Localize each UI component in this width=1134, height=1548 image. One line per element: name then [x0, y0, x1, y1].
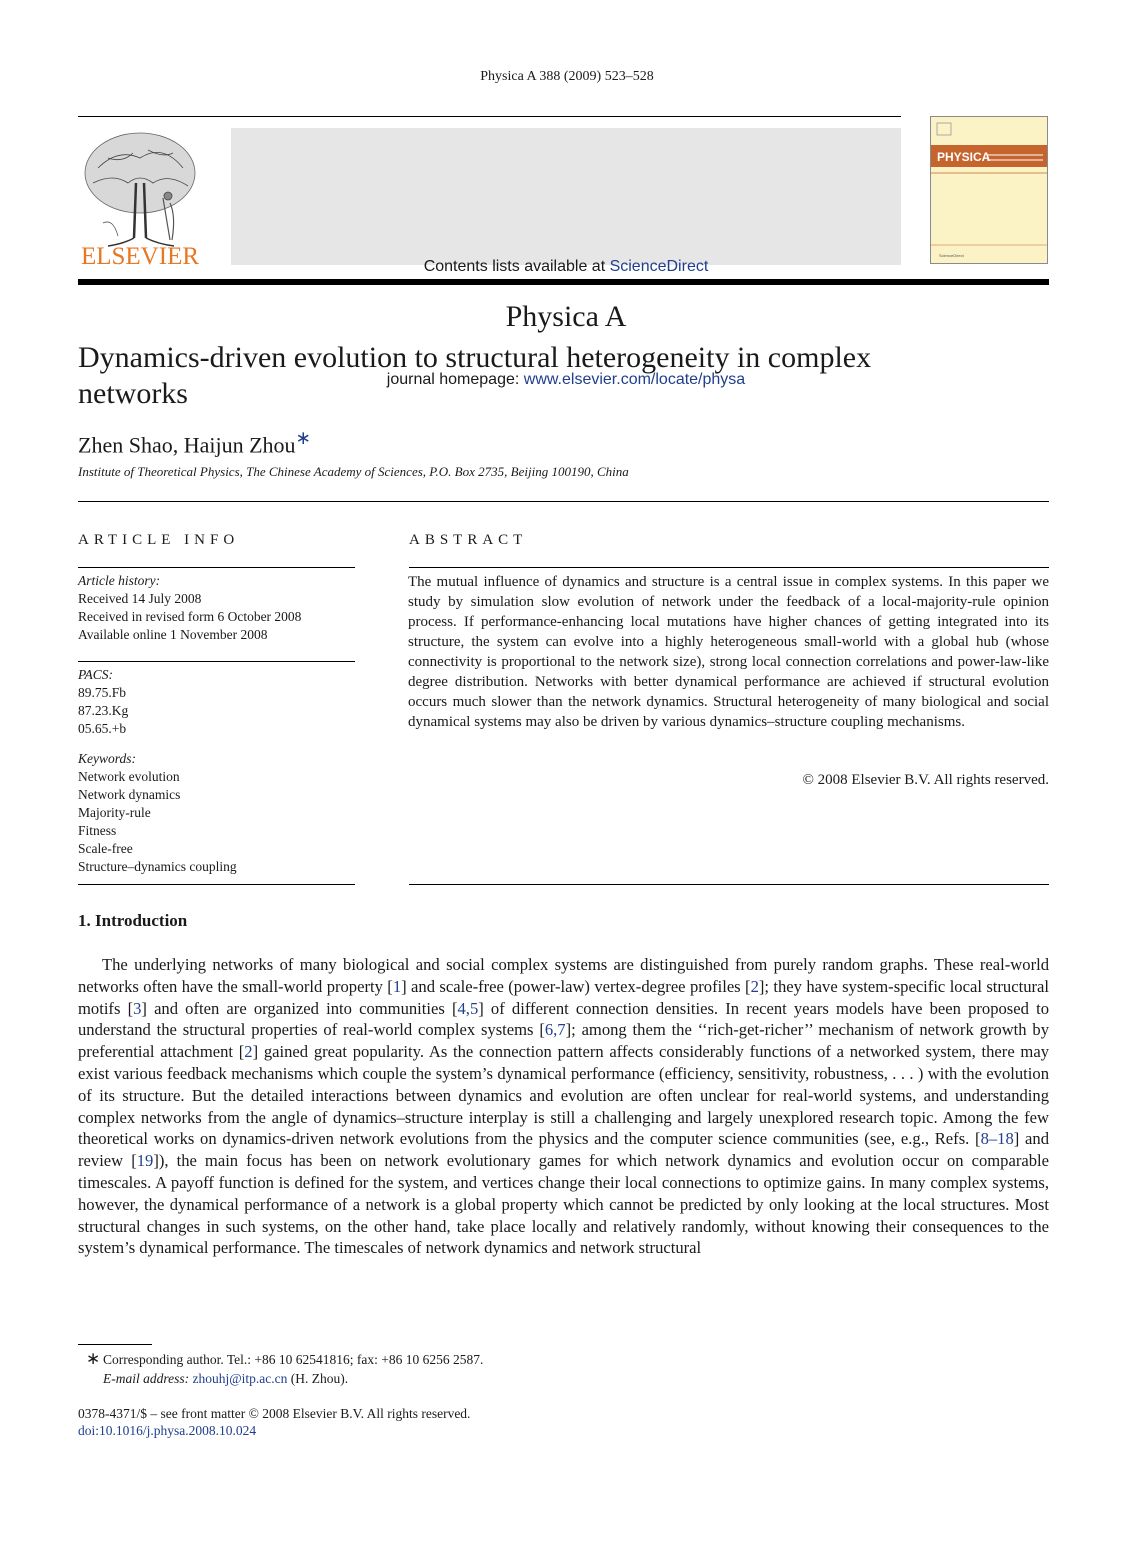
citation-link[interactable]: 3 [133, 998, 142, 1018]
keywords-list [78, 750, 237, 876]
abstract-text: The mutual influence of dynamics and structure is a central issue in complex systems. In this paper we study by simulation slow evolution of network under the feedback of a local-majority-rule opinion process. If performance-enhancing local mutations have higher chances of getting integrated into its structure, the system can evolve into a highly heterogeneous small-world with a global hub (whose connectivity is proportional to the network size), strong local connection correlations and power-law-like degree distribution. Networks with better dynamical performance are achieved if structural evolution occurs much slower than the network dynamics. Structural heterogeneity of many biological and social dynamical systems may also be driven by various dynamics–structure coupling mechanisms. [408, 574, 1049, 730]
article-info-rule [78, 567, 355, 568]
citation-link[interactable]: 6,7 [544, 1020, 566, 1040]
corresponding-author-mark[interactable]: ∗ [295, 428, 311, 448]
homepage-prefix: journal homepage: [386, 371, 524, 388]
history-item: Received in revised form 6 October 2008 [78, 609, 302, 624]
pacs-label: PACS: [78, 667, 114, 682]
citation-link[interactable]: 19 [136, 1151, 154, 1171]
tree-logo-icon [78, 128, 202, 268]
article-info-heading: ARTICLE INFO [78, 532, 240, 548]
keyword: Network evolution [78, 769, 180, 784]
elsevier-wordmark: ELSEVIER [80, 243, 200, 268]
citation-link[interactable]: 8–18 [980, 1129, 1014, 1149]
keywords-label: Keywords: [78, 751, 136, 766]
intro-text: ]; among them the ‘‘rich-get-richer’’ mechanism of network growth by preferential attachment [ [78, 1020, 1050, 1062]
corresponding-author-footnote: Corresponding author. Tel.: +86 10 62541816; fax: +86 10 6256 2587. [103, 1352, 484, 1367]
doi-link-text[interactable]: doi:10.1016/j.physa.2008.10.024 [78, 1423, 257, 1438]
footnote-star: ∗ [86, 1349, 101, 1368]
keyword: Majority-rule [78, 805, 151, 820]
journal-name: Physica A [505, 300, 627, 333]
intro-text: ]), the main focus has been on network evolutionary games for which network dynamics and evolution occur on comparable timescales. A payoff function is defined for the system, and vertices change their local connections to optimize gains. In many complex systems, however, the dynamical performance of a network is a global property which cannot be predicted by only looking at the local structures. Most structural changes in such systems, on the other hand, take place locally and relatively randomly, without knowing their consequences to the system’s dynamical performance. The timescales of network dynamics and network structural [78, 1151, 1049, 1258]
header-thick-rule [78, 279, 1049, 285]
contents-line [231, 258, 901, 276]
history-item: Received 14 July 2008 [78, 591, 202, 606]
email-footnote [103, 1371, 348, 1387]
doi-link[interactable] [78, 1423, 256, 1439]
cover-title: PHYSICA [937, 150, 991, 164]
author-line [78, 428, 311, 458]
sciencedirect-link[interactable]: ScienceDirect [609, 258, 709, 275]
affiliation: Institute of Theoretical Physics, The Chinese Academy of Sciences, P.O. Box 2735, Beijing 100190, China [78, 464, 629, 479]
intro-text: ] and scale-free (power-law) vertex-degree profiles [ [401, 976, 751, 996]
abstract-rule [409, 884, 1049, 885]
intro-text: ] and review [ [78, 1129, 1049, 1171]
authors: Zhen Shao, Haijun Zhou [78, 432, 296, 458]
contents-prefix: Contents lists available at [423, 258, 610, 275]
keyword: Network dynamics [78, 787, 181, 802]
keyword: Structure–dynamics coupling [78, 859, 237, 874]
article-info-rule [78, 884, 355, 885]
pacs-code: 05.65.+b [78, 721, 127, 736]
pacs-code: 87.23.Kg [78, 703, 129, 718]
issn-line: 0378-4371/$ – see front matter © 2008 Elsevier B.V. All rights reserved. [78, 1406, 471, 1421]
pacs-list [78, 666, 128, 738]
intro-text: ] of different connection densities. In recent years models have been proposed to understand the structural properties of real-world complex systems [ [78, 998, 1049, 1040]
pacs-code: 89.75.Fb [78, 685, 127, 700]
citation-link[interactable]: 4,5 [457, 998, 479, 1018]
article-history [78, 572, 301, 644]
keyword: Scale-free [78, 841, 133, 856]
article-info-rule [78, 661, 355, 662]
history-item: Available online 1 November 2008 [78, 627, 268, 642]
citation-link[interactable]: 1 [392, 976, 402, 996]
article-title: Dynamics-driven evolution to structural heterogeneity in complex networks [78, 341, 872, 410]
history-label: Article history: [78, 573, 161, 588]
journal-homepage-link[interactable]: www.elsevier.com/locate/physa [523, 371, 746, 388]
footnote-rule [78, 1344, 152, 1345]
intro-text: ] gained great popularity. As the connection pattern affects considerably functions of a networked system, there may exist various feedback mechanisms which couple the system’s dynamical performance (efficiency, sensitivity, robustness, . . . ) with the evolution of its structure. But the detailed interactions between dynamics and evolution are often unclear for real-world systems, and understanding complex networks from the angle of dynamics–structure interplay is still a challenging and largely unexplored research topic. Among the few theoretical works on dynamics-driven network evolutions from the physics and the computer science communities (see, e.g., Refs. [ [78, 1042, 1050, 1149]
svg-text:ScienceDirect: ScienceDirect [939, 253, 964, 258]
header-top-rule [78, 116, 901, 117]
intro-text: ] and often are organized into communities [ [141, 998, 458, 1018]
email-label: E-mail address: [103, 1371, 193, 1386]
abstract-copyright: © 2008 Elsevier B.V. All rights reserved. [802, 772, 1049, 788]
keyword: Fitness [78, 823, 117, 838]
introduction-paragraph [78, 954, 1049, 1259]
email-suffix: (H. Zhou). [287, 1371, 349, 1386]
citation-link[interactable]: 2 [244, 1042, 253, 1062]
intro-text: ]; they have system-specific local structural motifs [ [78, 976, 1049, 1018]
journal-reference: Physica A 388 (2009) 523–528 [480, 69, 654, 84]
elsevier-logo[interactable] [78, 128, 202, 268]
affiliation-rule [78, 501, 1049, 502]
journal-cover-thumbnail[interactable] [930, 116, 1048, 264]
abstract-rule [409, 567, 1049, 568]
intro-text: The underlying networks of many biological and social complex systems are distinguished from purely random graphs. These real-world networks often have the small-world property [ [78, 955, 1049, 996]
cover-art-icon [931, 117, 1048, 264]
section-heading-introduction: 1. Introduction [78, 911, 188, 930]
email-link[interactable]: zhouhj@itp.ac.cn [192, 1371, 288, 1386]
citation-link[interactable]: 2 [750, 976, 759, 996]
abstract-heading: ABSTRACT [409, 532, 528, 548]
